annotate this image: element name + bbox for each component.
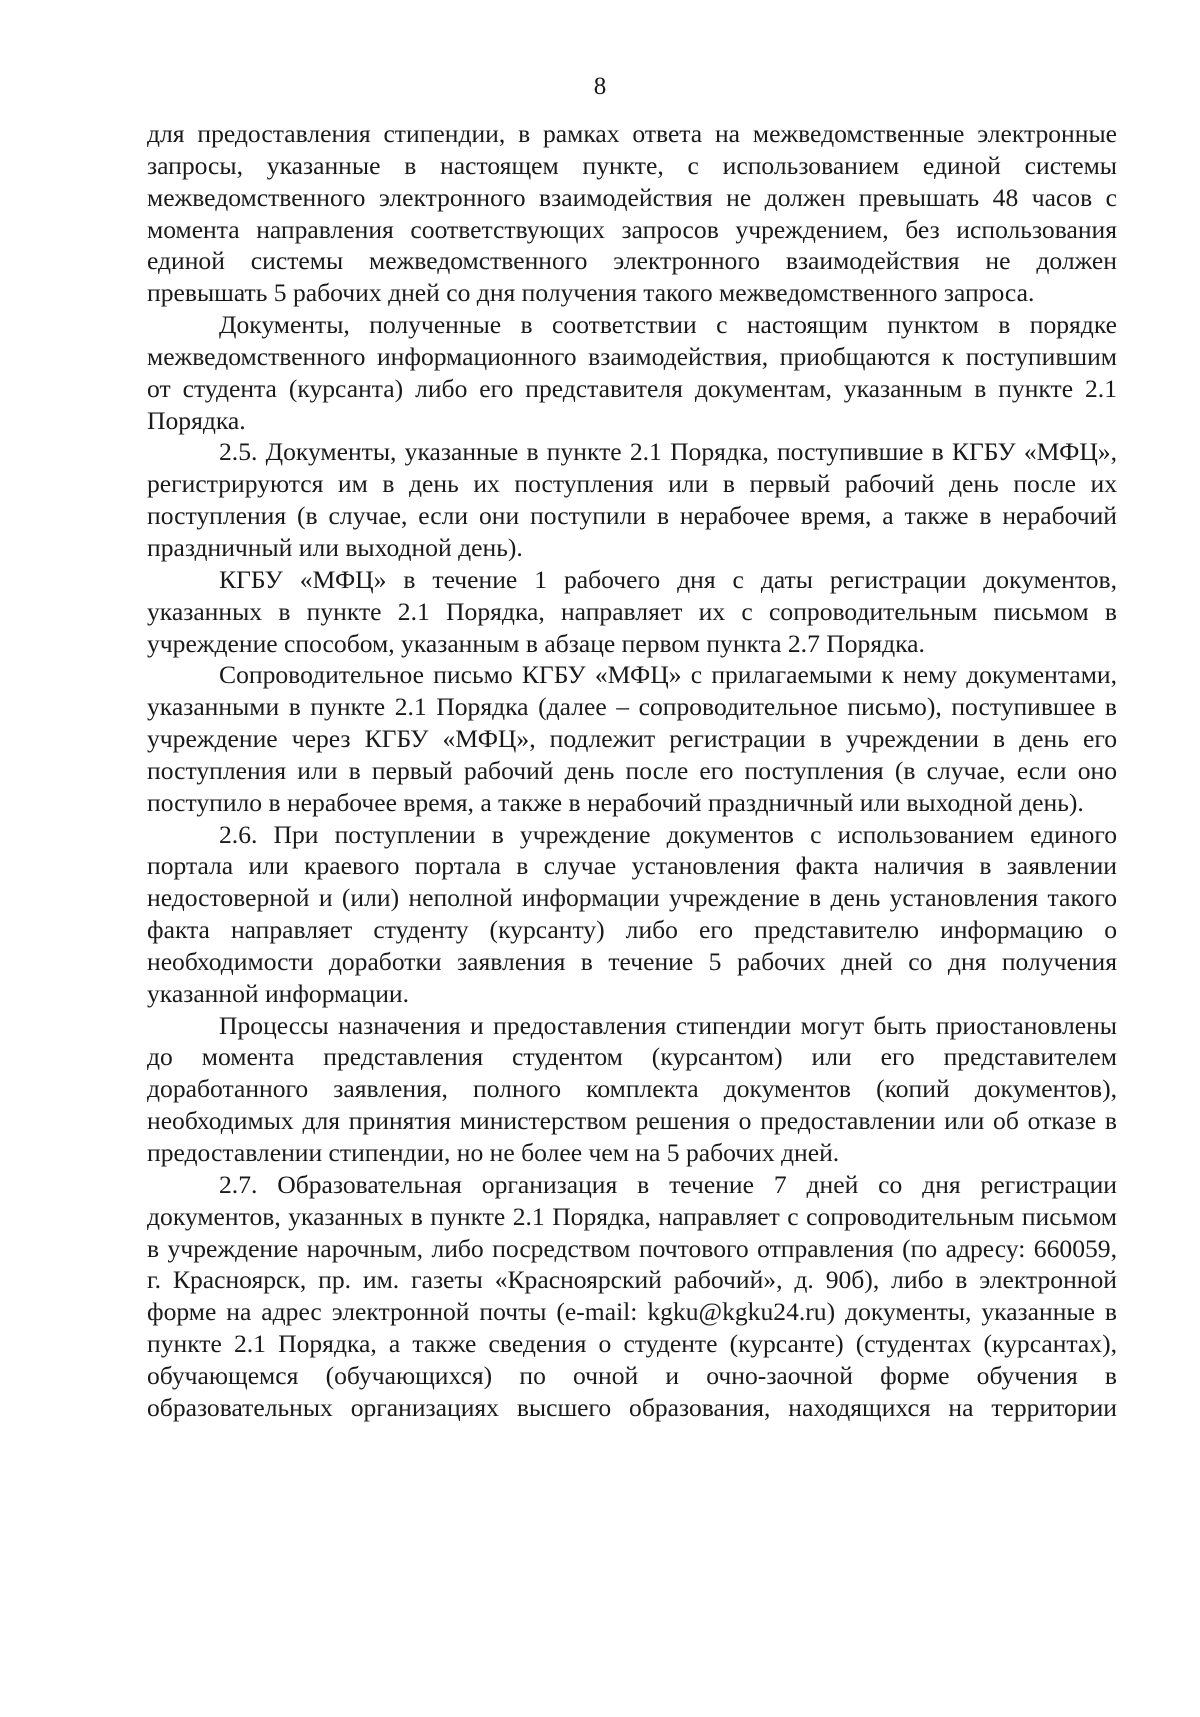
paragraph-2-6: 2.6. При поступлении в учреждение документов с использованием единого портала или краевого портала в случае установления факта наличия в заявлении недостоверной и (или) неполной информации учреждение в день установления такого факта направляет студенту (курсанту) либо его представителю информацию о необходимости доработки заявления в течение 5 рабочих дней со дня получения указанной информации.: [147, 819, 1117, 1008]
paragraph-suspension: Процессы назначения и предоставления стипендии могут быть приостановлены до момента представления студентом (курсантом) или его представителем доработанного заявления, полного комплекта документов (копий документов), необходимых для принятия министерством решения о предоставлении или об отказе в предоставлении стипендии, но не более чем на 5 рабочих дней.: [147, 1010, 1117, 1167]
paragraph-continuation: для предоставления стипендии, в рамках ответа на межведомственные электронные запросы, указанные в настоящем пункте, с использованием единой системы межведомственного электронного взаимодействия не должен превышать 48 часов с момента направления соответствующих запросов учреждением, без использования единой системы межведомственного электронного взаимодействия не должен превышать 5 рабочих дней со дня получения такого межведомственного запроса.: [147, 119, 1117, 308]
paragraph-cover-letter: Сопроводительное письмо КГБУ «МФЦ» с прилагаемыми к нему документами, указанными в пункте 2.1 Порядка (далее – сопроводительное письмо), поступившее в учреждение через КГБУ «МФЦ», подлежит регистрации в учреждении в день его поступления или в первый рабочий день после его поступления (в случае, если оно поступило в нерабочее время, а также в нерабочий праздничный или выходной день).: [147, 660, 1117, 817]
paragraph-mfc-forwarding: КГБУ «МФЦ» в течение 1 рабочего дня с даты регистрации документов, указанных в пункте 2.1 Порядка, направляет их с сопроводительным письмом в учреждение способом, указанным в абзаце первом пункта 2.7 Порядка.: [147, 564, 1117, 658]
page-number: 8: [593, 73, 607, 100]
paragraph-documents-attached: Документы, полученные в соответствии с настоящим пунктом в порядке межведомственного информационного взаимодействия, приобщаются к поступившим от студента (курсанта) либо его представителя документам, указанным в пункте 2.1 Порядка.: [147, 310, 1117, 435]
document-body: [147, 118, 1117, 1424]
paragraph-2-5: 2.5. Документы, указанные в пункте 2.1 Порядка, поступившие в КГБУ «МФЦ», регистрируются им в день их поступления или в первый рабочий день после их поступления (в случае, если они поступили в нерабочее время, а также в нерабочий праздничный или выходной день).: [147, 437, 1117, 562]
paragraph-2-7: 2.7. Образовательная организация в течение 7 дней со дня регистрации документов, указанных в пункте 2.1 Порядка, направляет с сопроводительным письмом в учреждение нарочным, либо посредством почтового отправления (по адресу: 660059, г. Красноярск, пр. им. газеты «Красноярский рабочий», д. 90б), либо в электронной форме на адрес электронной почты (e-mail: kgku@kgku24.ru) документы, указанные в пункте 2.1 Порядка, а также сведения о студенте (курсанте) (студентах (курсантах), обучающемся (обучающихся) по очной и очно-заочной форме обучения в образовательных организациях высшего образования, находящихся на территории: [147, 1169, 1117, 1422]
